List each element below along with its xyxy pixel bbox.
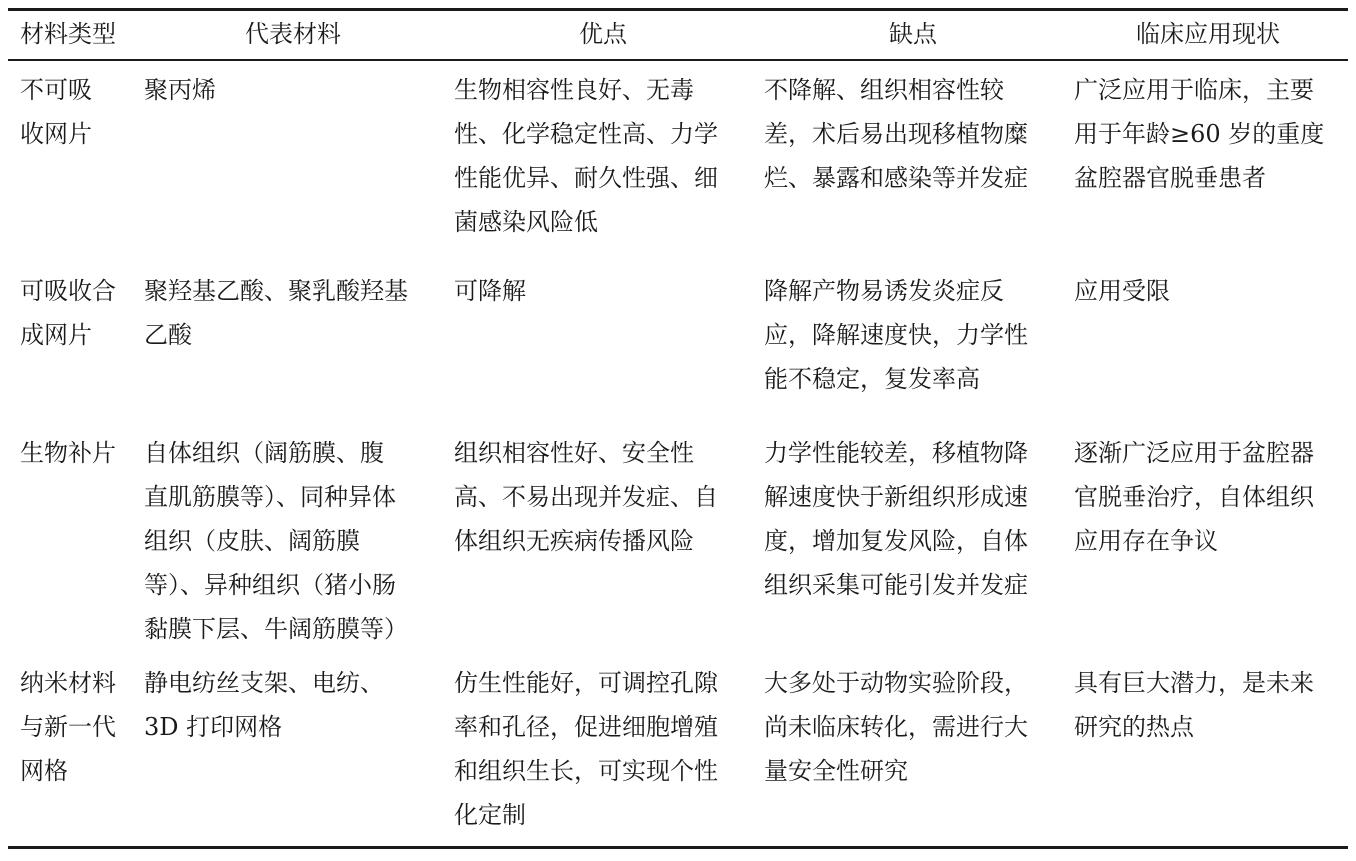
cell-representative-material: 聚羟基乙酸、聚乳酸羟基 乙酸 (144, 277, 408, 349)
cell-representative-material: 自体组织（阔筋膜、腹 直肌筋膜等）、同种异体 组织（皮肤、阔筋膜 等）、异种组织（猪小肠 黏膜下层、牛阔筋膜等） (144, 439, 408, 643)
cell-material-type: 纳米材料 与新一代 网格 (20, 669, 116, 785)
cell-representative-material: 静电纺丝支架、电纺、 3D 打印网格 (144, 669, 384, 741)
cell-advantages: 可降解 (454, 277, 526, 305)
cell-advantages: 生物相容性良好、无毒 性、化学稳定性高、力学 性能优异、耐久性强、细 菌感染风险低 (454, 76, 718, 236)
cell-advantages: 仿生性能好，可调控孔隙 率和孔径，促进细胞增殖 和组织生长，可实现个性 化定制 (454, 669, 718, 829)
cell-material-type: 可吸收合 成网片 (20, 277, 116, 349)
header-material-type: 材料类型 (20, 20, 116, 48)
table-header-row (8, 11, 1348, 59)
cell-advantages: 组织相容性好、安全性 高、不易出现并发症、自 体组织无疾病传播风险 (454, 439, 718, 555)
cell-disadvantages: 力学性能较差，移植物降 解速度快于新组织形成速 度，增加复发风险，自体 组织采集可能引发并发症 (764, 439, 1028, 599)
table-row (8, 263, 1348, 422)
table-row (8, 422, 1348, 651)
cell-clinical-status: 应用受限 (1074, 277, 1170, 305)
table-row (8, 651, 1348, 861)
cell-material-type: 生物补片 (20, 439, 116, 467)
materials-comparison-table (8, 11, 1348, 861)
table-row (8, 59, 1348, 263)
cell-disadvantages: 大多处于动物实验阶段， 尚未临床转化，需进行大 量安全性研究 (764, 669, 1028, 785)
cell-material-type: 不可吸 收网片 (20, 76, 92, 148)
cell-clinical-status: 具有巨大潜力，是未来 研究的热点 (1074, 669, 1314, 741)
header-advantages: 优点 (579, 20, 627, 48)
header-clinical-status: 临床应用现状 (1136, 20, 1280, 48)
header-representative-material: 代表材料 (245, 20, 341, 48)
cell-disadvantages: 降解产物易诱发炎症反 应，降解速度快，力学性 能不稳定，复发率高 (764, 277, 1028, 393)
cell-clinical-status: 广泛应用于临床，主要 用于年龄≥60 岁的重度 盆腔器官脱垂患者 (1074, 76, 1325, 192)
cell-disadvantages: 不降解、组织相容性较 差，术后易出现移植物糜 烂、暴露和感染等并发症 (764, 76, 1028, 192)
header-disadvantages: 缺点 (889, 20, 937, 48)
cell-representative-material: 聚丙烯 (144, 76, 216, 104)
cell-clinical-status: 逐渐广泛应用于盆腔器 官脱垂治疗，自体组织 应用存在争议 (1074, 439, 1314, 555)
